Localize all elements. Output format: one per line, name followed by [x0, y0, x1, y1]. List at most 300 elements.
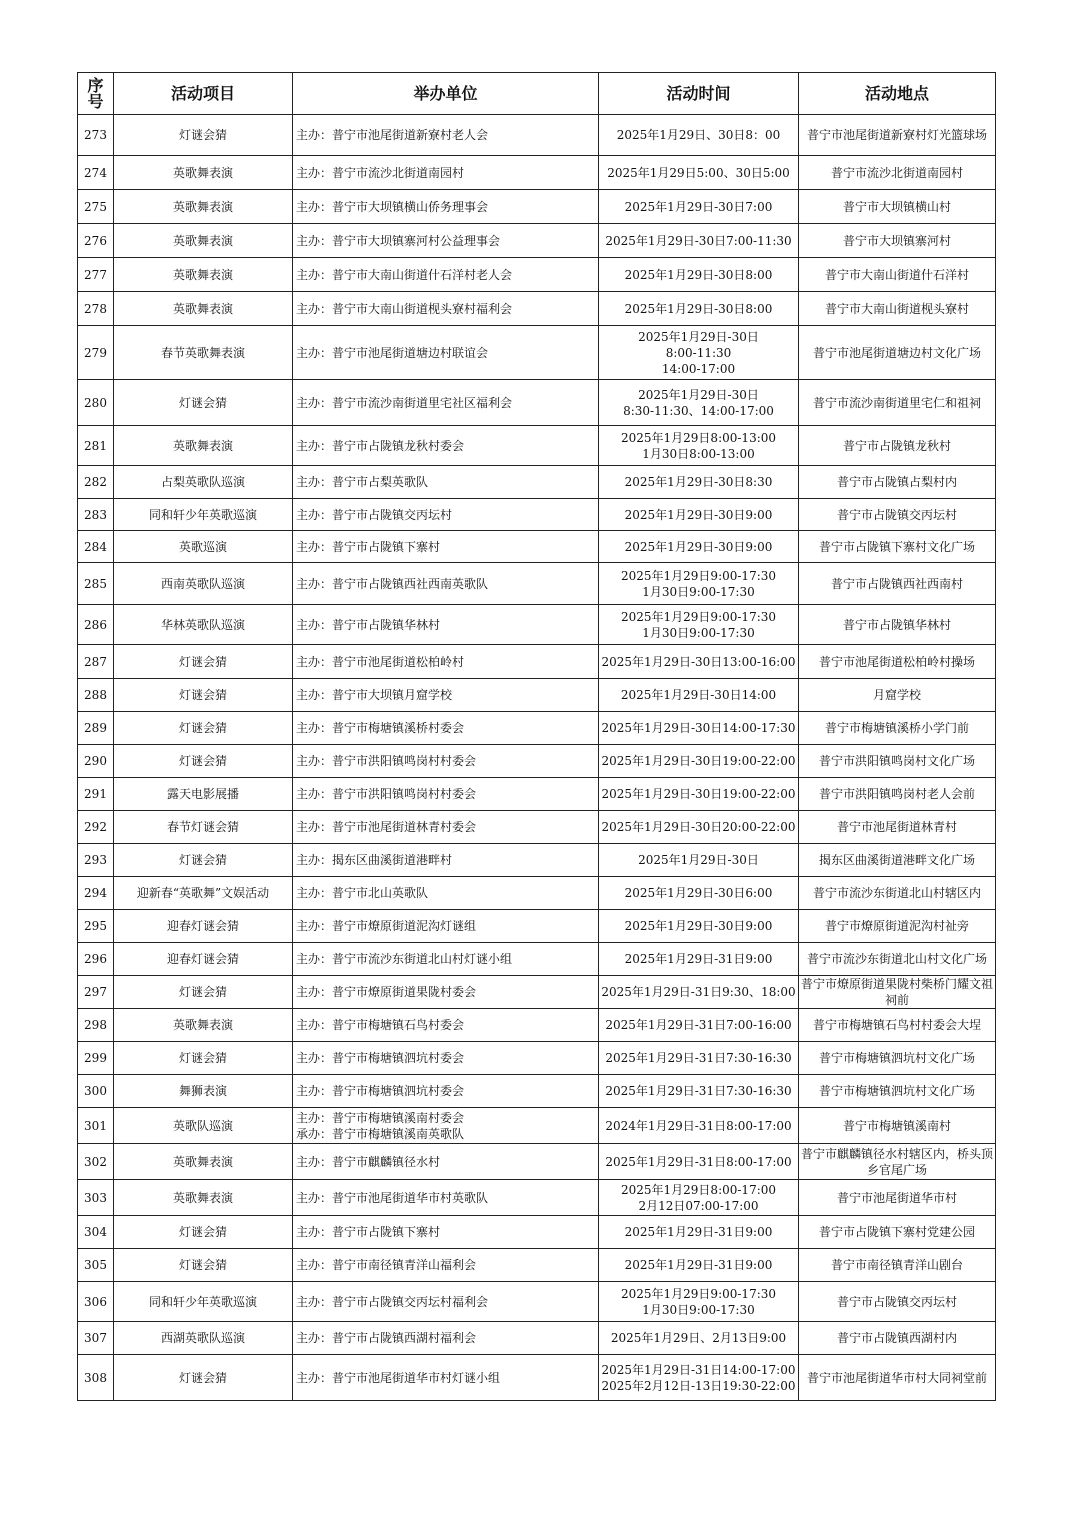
cell-host: [293, 778, 599, 811]
cell-time: [599, 156, 799, 190]
cell-number: 281: [78, 426, 114, 466]
table-row: [78, 745, 996, 778]
cell-number: 277: [78, 258, 114, 292]
cell-host-line: 主办：普宁市池尾街道松柏岭村: [296, 654, 465, 669]
cell-number: 299: [78, 1042, 114, 1075]
cell-number: 305: [78, 1249, 114, 1282]
cell-host: [293, 844, 599, 877]
cell-place-line: 普宁市燎原街道泥沟村祉旁: [824, 919, 969, 933]
header-host: 举办单位: [293, 73, 599, 115]
table-row: [78, 258, 996, 292]
cell-activity: 英歌舞表演: [114, 224, 293, 258]
cell-place-line: 普宁市流沙南街道里宅仁和祖祠: [812, 395, 981, 410]
table-row: [78, 156, 996, 190]
cell-number: 288: [78, 679, 114, 712]
cell-number: 282: [78, 466, 114, 499]
cell-activity: 同和轩少年英歌巡演: [114, 1282, 293, 1322]
cell-host: [293, 1144, 599, 1180]
cell-place: [799, 745, 996, 778]
cell-place: [799, 1180, 996, 1216]
cell-time-line: 2025年1月29日-30日20:00-22:00: [601, 820, 796, 834]
cell-number: 302: [78, 1144, 114, 1180]
table-row: [78, 326, 996, 380]
table-row: [78, 1216, 996, 1249]
cell-time: [599, 1075, 799, 1108]
cell-time-line: 8:00-11:30: [665, 345, 732, 360]
table-row: [78, 645, 996, 679]
cell-time-line: 2025年1月29日8:00-13:00: [620, 430, 777, 445]
cell-host-line: 主办：普宁市燎原街道泥沟灯谜组: [296, 919, 477, 933]
cell-number: 287: [78, 645, 114, 679]
cell-place: [799, 1322, 996, 1355]
cell-time: [599, 811, 799, 844]
cell-host: [293, 326, 599, 380]
cell-time-line: 2025年1月29日-30日: [638, 329, 759, 344]
cell-host: [293, 712, 599, 745]
cell-place: [799, 426, 996, 466]
cell-place: [799, 531, 996, 563]
cell-time: [599, 1180, 799, 1216]
table-row: [78, 466, 996, 499]
cell-time-line: 1月30日9:00-17:30: [642, 1302, 755, 1317]
cell-time-line: 2月12日07:00-17:00: [638, 1198, 759, 1213]
cell-place: [799, 943, 996, 976]
cell-time-line: 2025年1月29日-31日9:00: [624, 1258, 773, 1272]
cell-number: 296: [78, 943, 114, 976]
cell-host: [293, 679, 599, 712]
cell-activity: 英歌舞表演: [114, 156, 293, 190]
cell-place: [799, 910, 996, 943]
cell-activity: 春节英歌舞表演: [114, 326, 293, 380]
cell-time-line: 2025年1月29日-31日7:00-16:00: [605, 1018, 792, 1032]
cell-host: [293, 605, 599, 645]
cell-place-line: 揭东区曲溪街道港畔文化广场: [818, 853, 975, 867]
cell-place-line: 普宁市占陇镇下寨村文化广场: [818, 539, 975, 554]
cell-number: 280: [78, 380, 114, 426]
cell-time-line: 2025年1月29日-31日9:00: [624, 1225, 773, 1239]
cell-place: [799, 877, 996, 910]
cell-time: [599, 877, 799, 910]
cell-host-line: 主办：普宁市池尾街道华市村灯谜小组: [296, 1370, 501, 1385]
cell-time-line: 2025年1月29日5:00、30日5:00: [607, 165, 790, 180]
cell-host-line: 承办：普宁市梅塘镇溪南英歌队: [296, 1126, 465, 1141]
cell-time-line: 2025年1月29日-31日14:00-17:00: [601, 1362, 796, 1377]
cell-place-line: 普宁市池尾街道新寮村灯光篮球场: [806, 128, 987, 142]
cell-place-line: 普宁市占陇镇交丙坛村: [836, 1294, 957, 1309]
cell-host-line: 主办：普宁市大南山街道什石洋村老人会: [296, 267, 513, 282]
cell-host-line: 主办：普宁市燎原街道果陇村委会: [296, 985, 477, 999]
cell-place-line: 普宁市洪阳镇鸣岗村文化广场: [818, 754, 975, 768]
table-row: [78, 1042, 996, 1075]
cell-number: 274: [78, 156, 114, 190]
table-row: [78, 531, 996, 563]
cell-host-line: 主办：普宁市池尾街道新寮村老人会: [296, 128, 489, 142]
cell-host-line: 主办：普宁市池尾街道塘边村联谊会: [296, 345, 489, 360]
cell-place: [799, 844, 996, 877]
cell-host: [293, 156, 599, 190]
cell-activity: 灯谜会猜: [114, 1216, 293, 1249]
cell-activity: 露天电影展播: [114, 778, 293, 811]
cell-place: [799, 326, 996, 380]
cell-time-line: 8:30-11:30、14:00-17:00: [623, 403, 774, 418]
cell-time-line: 2025年1月29日-30日8:00: [624, 301, 773, 316]
cell-host: [293, 1282, 599, 1322]
cell-place-line: 普宁市池尾街道林青村: [836, 820, 957, 834]
cell-time: [599, 224, 799, 258]
table-row: [78, 1108, 996, 1144]
cell-activity: 灯谜会猜: [114, 645, 293, 679]
cell-time-line: 1月30日9:00-17:30: [642, 584, 755, 599]
cell-host: [293, 1355, 599, 1401]
cell-time-line: 2025年1月29日-31日9:00: [624, 952, 773, 966]
header-place: 活动地点: [799, 73, 996, 115]
cell-host-line: 主办：普宁市占陇镇交丙坛村: [296, 507, 453, 522]
cell-host: [293, 563, 599, 605]
cell-time-line: 2025年1月29日-30日9:00: [624, 919, 773, 933]
cell-time: [599, 943, 799, 976]
cell-number: 276: [78, 224, 114, 258]
cell-number: 283: [78, 499, 114, 531]
cell-place-line: 普宁市梅塘镇溪桥小学门前: [824, 721, 969, 735]
cell-place-line: 普宁市大南山街道枧头寮村: [824, 301, 969, 316]
cell-host-line: 主办：普宁市占陇镇龙秋村委会: [296, 438, 465, 453]
cell-time-line: 2025年1月29日、30日8：00: [616, 128, 781, 142]
cell-time-line: 2025年1月29日-31日7:30-16:30: [605, 1084, 792, 1098]
table-row: [78, 115, 996, 156]
cell-place-line: 普宁市大南山街道什石洋村: [824, 267, 969, 282]
cell-number: 284: [78, 531, 114, 563]
cell-time-line: 2025年1月29日-30日13:00-16:00: [601, 654, 796, 669]
cell-place-line: 普宁市梅塘镇石鸟村村委会大埕: [812, 1018, 981, 1032]
table-row: [78, 778, 996, 811]
cell-place-line: 普宁市占陇镇西社西南村: [830, 576, 963, 591]
cell-activity: 占梨英歌队巡演: [114, 466, 293, 499]
cell-time-line: 2025年1月29日-31日7:30-16:30: [605, 1051, 792, 1065]
cell-time: [599, 645, 799, 679]
cell-activity: 灯谜会猜: [114, 1249, 293, 1282]
cell-time: [599, 1042, 799, 1075]
cell-activity: 迎新春“英歌舞”文娱活动: [114, 877, 293, 910]
cell-host: [293, 645, 599, 679]
table-row: [78, 1075, 996, 1108]
cell-host: [293, 531, 599, 563]
cell-place-line: 普宁市占陇镇下寨村党建公园: [818, 1225, 975, 1239]
cell-host: [293, 224, 599, 258]
table-row: [78, 1249, 996, 1282]
cell-place: [799, 1355, 996, 1401]
cell-place: [799, 499, 996, 531]
cell-host-line: 主办：普宁市大坝镇寨河村公益理事会: [296, 233, 501, 248]
cell-place: [799, 1042, 996, 1075]
cell-number: 304: [78, 1216, 114, 1249]
cell-activity: 灯谜会猜: [114, 380, 293, 426]
cell-time-line: 2025年1月29日9:00-17:30: [620, 568, 777, 583]
cell-place: [799, 1075, 996, 1108]
cell-activity: 英歌舞表演: [114, 258, 293, 292]
cell-place-line: 普宁市池尾街道塘边村文化广场: [812, 345, 981, 360]
cell-time-line: 2025年1月29日-31日8:00-17:00: [605, 1154, 792, 1169]
cell-place-line: 普宁市大坝镇横山村: [842, 199, 951, 214]
cell-time: [599, 531, 799, 563]
cell-host: [293, 811, 599, 844]
cell-time-line: 2025年1月29日-30日14:00: [620, 688, 777, 702]
cell-place: [799, 466, 996, 499]
cell-time-line: 2025年1月29日-30日19:00-22:00: [601, 787, 796, 801]
table-row: [78, 976, 996, 1009]
cell-number: 308: [78, 1355, 114, 1401]
cell-time: [599, 326, 799, 380]
cell-time-line: 2025年1月29日-30日6:00: [624, 886, 773, 900]
cell-time: [599, 563, 799, 605]
cell-host-line: 主办：普宁市南径镇青洋山福利会: [296, 1258, 477, 1272]
cell-time: [599, 466, 799, 499]
cell-time: [599, 1322, 799, 1355]
cell-number: 273: [78, 115, 114, 156]
cell-time-line: 2024年1月29日-31日8:00-17:00: [605, 1118, 792, 1133]
cell-place: [799, 292, 996, 326]
cell-place-line: 普宁市麒麟镇径水村辖区内，桥头顶乡官尾广场: [801, 1146, 994, 1177]
cell-time-line: 2025年1月29日8:00-17:00: [620, 1182, 777, 1197]
cell-place-line: 普宁市梅塘镇泗坑村文化广场: [818, 1051, 975, 1065]
cell-time-line: 2025年1月29日-30日14:00-17:30: [601, 721, 796, 735]
cell-place: [799, 1009, 996, 1042]
cell-activity: 英歌舞表演: [114, 1144, 293, 1180]
cell-number: 291: [78, 778, 114, 811]
cell-time-line: 2025年1月29日-30日: [638, 853, 759, 867]
cell-activity: 迎春灯谜会猜: [114, 943, 293, 976]
cell-host: [293, 380, 599, 426]
cell-host-line: 主办：普宁市大坝镇横山侨务理事会: [296, 199, 489, 214]
cell-place-line: 普宁市洪阳镇鸣岗村老人会前: [818, 787, 975, 801]
cell-host-line: 主办：普宁市洪阳镇鸣岗村村委会: [296, 787, 477, 801]
cell-time-line: 1月30日8:00-13:00: [642, 446, 755, 461]
cell-place: [799, 976, 996, 1009]
cell-activity: 西湖英歌队巡演: [114, 1322, 293, 1355]
cell-activity: 同和轩少年英歌巡演: [114, 499, 293, 531]
cell-number: 297: [78, 976, 114, 1009]
table-row: [78, 1282, 996, 1322]
cell-time: [599, 1249, 799, 1282]
table-row: [78, 224, 996, 258]
cell-number: 279: [78, 326, 114, 380]
cell-number: 295: [78, 910, 114, 943]
cell-place: [799, 563, 996, 605]
cell-activity: 灯谜会猜: [114, 115, 293, 156]
cell-host-line: 主办：普宁市麒麟镇径水村: [296, 1154, 441, 1169]
activity-schedule-table: [77, 72, 996, 1401]
cell-host: [293, 1009, 599, 1042]
cell-number: 293: [78, 844, 114, 877]
cell-host: [293, 877, 599, 910]
cell-activity: 灯谜会猜: [114, 1355, 293, 1401]
cell-place-line: 普宁市池尾街道松柏岭村操场: [818, 654, 975, 669]
cell-time: [599, 910, 799, 943]
cell-host-line: 主办：普宁市占陇镇西湖村福利会: [296, 1331, 477, 1345]
cell-time: [599, 1216, 799, 1249]
cell-activity: 灯谜会猜: [114, 745, 293, 778]
cell-host-line: 主办：普宁市梅塘镇溪南村委会: [296, 1110, 465, 1125]
cell-host-line: 主办：普宁市占陇镇下寨村: [296, 1225, 441, 1239]
cell-place: [799, 645, 996, 679]
cell-activity: 舞狮表演: [114, 1075, 293, 1108]
cell-number: 306: [78, 1282, 114, 1322]
cell-place-line: 普宁市占陇镇占梨村内: [836, 475, 957, 489]
cell-time-line: 14:00-17:00: [661, 361, 736, 376]
table-row: [78, 426, 996, 466]
cell-activity: 华林英歌队巡演: [114, 605, 293, 645]
cell-activity: 英歌巡演: [114, 531, 293, 563]
cell-host-line: 主办：普宁市占陇镇下寨村: [296, 539, 441, 554]
cell-place: [799, 1249, 996, 1282]
table-row: [78, 1144, 996, 1180]
cell-place-line: 普宁市流沙北街道南园村: [830, 165, 963, 180]
cell-host-line: 主办：普宁市流沙北街道南园村: [296, 165, 465, 180]
cell-place-line: 普宁市南径镇青洋山剧台: [830, 1258, 963, 1272]
cell-place-line: 普宁市流沙东街道北山村辖区内: [812, 886, 981, 900]
cell-host: [293, 466, 599, 499]
cell-number: 303: [78, 1180, 114, 1216]
cell-host: [293, 976, 599, 1009]
cell-host: [293, 1075, 599, 1108]
cell-host: [293, 1322, 599, 1355]
cell-host: [293, 115, 599, 156]
cell-host: [293, 745, 599, 778]
cell-activity: 灯谜会猜: [114, 712, 293, 745]
cell-activity: 迎春灯谜会猜: [114, 910, 293, 943]
cell-place: [799, 380, 996, 426]
cell-time: [599, 292, 799, 326]
cell-time: [599, 1108, 799, 1144]
cell-host: [293, 1180, 599, 1216]
header-number: 序号: [78, 73, 114, 115]
cell-place-line: 普宁市燎原街道果陇村柴桥门耀文祖祠前: [801, 977, 994, 1007]
cell-place-line: 普宁市流沙东街道北山村文化广场: [806, 952, 987, 966]
cell-host-line: 主办：普宁市占陇镇西社西南英歌队: [296, 576, 489, 591]
cell-host: [293, 1108, 599, 1144]
cell-activity: 英歌舞表演: [114, 1180, 293, 1216]
cell-host-line: 主办：普宁市占陇镇交丙坛村福利会: [296, 1294, 489, 1309]
cell-host-line: 主办：普宁市梅塘镇溪桥村委会: [296, 721, 465, 735]
cell-host: [293, 426, 599, 466]
cell-place: [799, 712, 996, 745]
cell-activity: 灯谜会猜: [114, 976, 293, 1009]
cell-number: 285: [78, 563, 114, 605]
cell-place: [799, 1216, 996, 1249]
cell-place-line: 月窟学校: [872, 688, 921, 702]
cell-host: [293, 190, 599, 224]
cell-place-line: 普宁市占陇镇龙秋村: [842, 438, 951, 453]
cell-time-line: 2025年1月29日-30日7:00: [624, 199, 773, 214]
cell-time: [599, 1282, 799, 1322]
cell-time: [599, 605, 799, 645]
cell-place-line: 普宁市池尾街道华市村: [836, 1190, 957, 1205]
cell-place-line: 普宁市占陇镇华林村: [842, 617, 951, 632]
cell-host-line: 主办：普宁市梅塘镇泗坑村委会: [296, 1084, 465, 1098]
cell-place-line: 普宁市池尾街道华市村大同祠堂前: [806, 1370, 987, 1385]
cell-time: [599, 190, 799, 224]
cell-host-line: 主办：普宁市大南山街道枧头寮村福利会: [296, 301, 513, 316]
cell-time-line: 2025年1月29日-30日8:00: [624, 267, 773, 282]
table-row: [78, 679, 996, 712]
cell-number: 300: [78, 1075, 114, 1108]
cell-activity: 灯谜会猜: [114, 844, 293, 877]
cell-place: [799, 156, 996, 190]
cell-time-line: 2025年1月29日、2月13日9:00: [610, 1331, 787, 1345]
cell-time-line: 2025年1月29日-30日9:00: [624, 507, 773, 522]
cell-time: [599, 1009, 799, 1042]
cell-host: [293, 943, 599, 976]
cell-time-line: 2025年1月29日9:00-17:30: [620, 1286, 777, 1301]
table-row: [78, 910, 996, 943]
table-row: [78, 811, 996, 844]
cell-host: [293, 910, 599, 943]
cell-number: 292: [78, 811, 114, 844]
cell-host-line: 主办：普宁市大坝镇月窟学校: [296, 688, 453, 702]
cell-activity: 灯谜会猜: [114, 1042, 293, 1075]
header-activity: 活动项目: [114, 73, 293, 115]
cell-time: [599, 679, 799, 712]
cell-host: [293, 499, 599, 531]
cell-host: [293, 292, 599, 326]
cell-host: [293, 258, 599, 292]
cell-number: 301: [78, 1108, 114, 1144]
table-row: [78, 190, 996, 224]
cell-place-line: 普宁市大坝镇寨河村: [842, 233, 951, 248]
cell-place: [799, 258, 996, 292]
cell-host-line: 主办：普宁市梅塘镇泗坑村委会: [296, 1051, 465, 1065]
table-row: [78, 563, 996, 605]
cell-time: [599, 745, 799, 778]
cell-activity: 灯谜会猜: [114, 679, 293, 712]
cell-time-line: 2025年1月29日-30日19:00-22:00: [601, 754, 796, 768]
cell-time: [599, 258, 799, 292]
table-row: [78, 605, 996, 645]
cell-activity: 英歌舞表演: [114, 190, 293, 224]
cell-time: [599, 115, 799, 156]
cell-place: [799, 224, 996, 258]
table-row: [78, 943, 996, 976]
table-row: [78, 380, 996, 426]
cell-number: 294: [78, 877, 114, 910]
cell-time-line: 2025年1月29日-31日9:30、18:00: [601, 985, 796, 999]
cell-place: [799, 1282, 996, 1322]
table-row: [78, 1009, 996, 1042]
cell-time-line: 2025年2月12日-13日19:30-22:00: [601, 1378, 796, 1393]
cell-place-line: 普宁市占陇镇西湖村内: [836, 1331, 957, 1345]
cell-activity: 西南英歌队巡演: [114, 563, 293, 605]
cell-host-line: 主办：普宁市占梨英歌队: [296, 475, 429, 489]
cell-time: [599, 844, 799, 877]
cell-activity: 英歌舞表演: [114, 1009, 293, 1042]
cell-number: 289: [78, 712, 114, 745]
table-row: [78, 1322, 996, 1355]
cell-time-line: 2025年1月29日-30日: [638, 387, 759, 402]
cell-place: [799, 679, 996, 712]
cell-number: 298: [78, 1009, 114, 1042]
table-row: [78, 877, 996, 910]
cell-number: 275: [78, 190, 114, 224]
cell-place: [799, 605, 996, 645]
table-row: [78, 499, 996, 531]
cell-number: 286: [78, 605, 114, 645]
cell-activity: 春节灯谜会猜: [114, 811, 293, 844]
cell-time: [599, 426, 799, 466]
cell-number: 307: [78, 1322, 114, 1355]
cell-time-line: 2025年1月29日-30日7:00-11:30: [605, 233, 792, 248]
cell-time: [599, 778, 799, 811]
cell-place: [799, 190, 996, 224]
cell-host-line: 主办：揭东区曲溪街道港畔村: [296, 853, 453, 867]
